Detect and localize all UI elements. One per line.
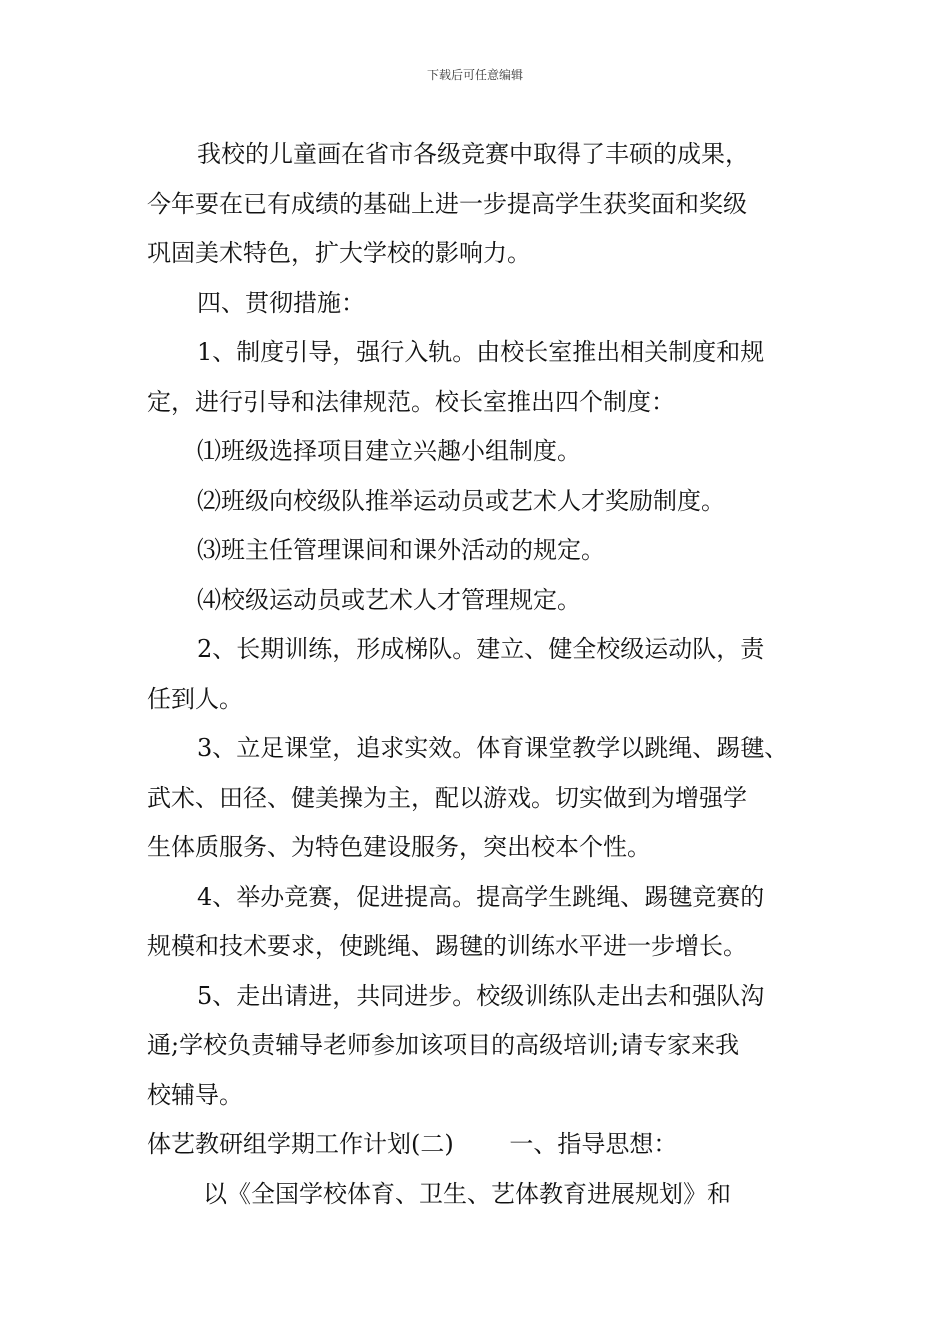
paragraph-line: 武术、田径、健美操为主，配以游戏。切实做到为增强学 xyxy=(147,783,747,812)
document-title-line: 体艺教研组学期工作计划(二) 一、指导思想： xyxy=(147,1130,678,1158)
paragraph-line: 生体质服务、为特色建设服务，突出校本个性。 xyxy=(147,833,651,861)
list-item: ⑶班主任管理课间和课外活动的规定。 xyxy=(197,536,605,564)
page-header: 下载后可任意编辑 xyxy=(426,68,523,82)
paragraph-line: 今年要在已有成绩的基础上进一步提高学生获奖面和奖级 xyxy=(147,189,747,218)
paragraph-line: 规模和技术要求，使跳绳、踢毽的训练水平进一步增长。 xyxy=(147,932,747,960)
list-item: ⑵班级向校级队推举运动员或艺术人才奖励制度。 xyxy=(197,486,725,515)
list-item: ⑷校级运动员或艺术人才管理规定。 xyxy=(197,585,581,614)
paragraph-line: 通;学校负责辅导老师参加该项目的高级培训;请专家来我 xyxy=(147,1031,740,1059)
paragraph-line: 巩固美术特色，扩大学校的影响力。 xyxy=(147,239,531,267)
section-heading: 四、贯彻措施： xyxy=(197,288,365,317)
paragraph-line: 定，进行引导和法律规范。校长室推出四个制度： xyxy=(147,387,675,416)
paragraph-line: 以《全国学校体育、卫生、艺体教育进展规划》和 xyxy=(203,1179,731,1208)
paragraph-line: 3、立足课堂，追求实效。体育课堂教学以跳绳、踢毽、 xyxy=(197,734,789,762)
document-body xyxy=(147,130,827,1219)
paragraph-line: 校辅导。 xyxy=(147,1080,243,1109)
paragraph-line: 4、举办竞赛，促进提高。提高学生跳绳、踢毽竞赛的 xyxy=(197,882,765,911)
list-item: ⑴班级选择项目建立兴趣小组制度。 xyxy=(197,437,581,465)
paragraph-line: 5、走出请进，共同进步。校级训练队走出去和强队沟 xyxy=(197,981,765,1010)
paragraph-line: 任到人。 xyxy=(147,684,243,713)
paragraph-line: 2、长期训练，形成梯队。建立、健全校级运动队，责 xyxy=(197,635,765,663)
paragraph-line: 1、制度引导，强行入轨。由校长室推出相关制度和规 xyxy=(197,338,765,366)
paragraph-line: 我校的儿童画在省市各级竞赛中取得了丰硕的成果， xyxy=(197,140,749,168)
